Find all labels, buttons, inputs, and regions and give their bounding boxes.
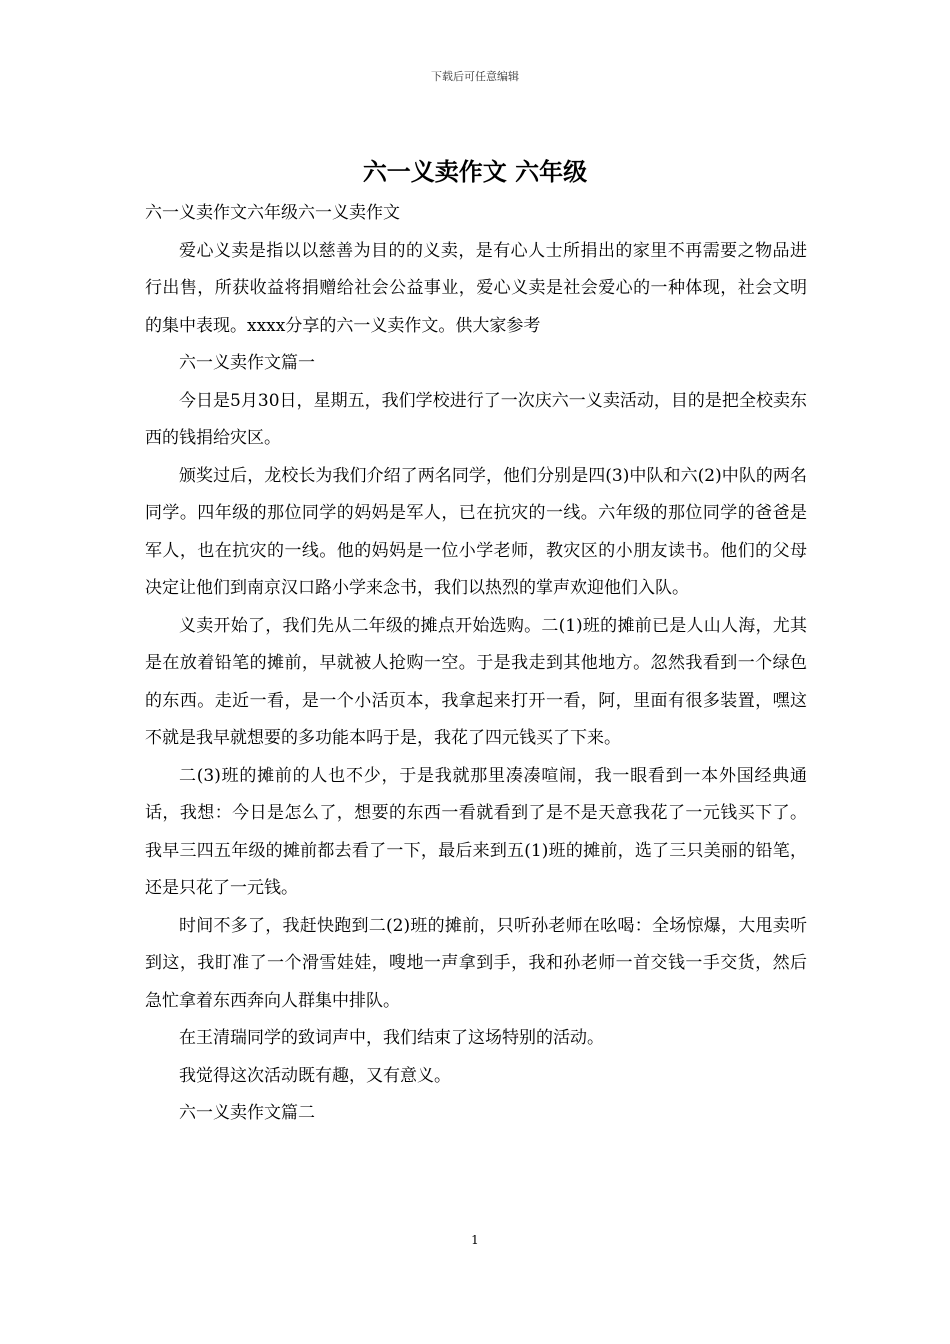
section-heading-two: 六一义卖作文篇二 bbox=[179, 1103, 315, 1123]
paragraph: 我觉得这次活动既有趣，又有意义。 bbox=[179, 1065, 451, 1086]
document-body bbox=[145, 195, 807, 1133]
paragraph: 二(3)班的摊前的人也不少，于是我就那里凑凑喧闹，我一眼看到一本外国经典通话，我想：今日是怎么了，想要的东西一看就看到了是不是天意我花了一元钱买下了。我早三四五年级的摊前都去看了一下，最后来到五(1)班的摊前，选了三只美丽的铅笔，还是只花了一元钱。 bbox=[145, 765, 807, 898]
paragraph-intro: 爱心义卖是指以以慈善为目的的义卖，是有心人士所捐出的家里不再需要之物品进行出售，所获收益将捐赠给社会公益事业，爱心义卖是社会爱心的一种体现，社会文明的集中表现。xxxx分享的六一义卖作文。供大家参考 bbox=[145, 240, 807, 336]
paragraph: 今日是5月30日，星期五，我们学校进行了一次庆六一义卖活动，目的是把全校卖东西的钱捐给灾区。 bbox=[145, 390, 807, 448]
page-number: 1 bbox=[471, 1233, 479, 1247]
paragraph: 在王清瑞同学的致词声中，我们结束了这场特别的活动。 bbox=[179, 1028, 604, 1048]
paragraph-subtitle: 六一义卖作文六年级六一义卖作文 bbox=[145, 203, 400, 223]
section-heading-one: 六一义卖作文篇一 bbox=[179, 353, 315, 373]
paragraph: 颁奖过后，龙校长为我们介绍了两名同学，他们分别是四(3)中队和六(2)中队的两名同学。四年级的那位同学的妈妈是军人，已在抗灾的一线。六年级的那位同学的爸爸是军人，也在抗灾的一线。他的妈妈是一位小学老师，教灾区的小朋友读书。他们的父母决定让他们到南京汉口路小学来念书，我们以热烈的掌声欢迎他们入队。 bbox=[145, 465, 807, 598]
page-header-note: 下载后可任意编辑 bbox=[431, 70, 519, 83]
paragraph: 义卖开始了，我们先从二年级的摊点开始选购。二(1)班的摊前已是人山人海，尤其是在放着铅笔的摊前，早就被人抢购一空。于是我走到其他地方。忽然我看到一个绿色的东西。走近一看，是一个小活页本，我拿起来打开一看，阿，里面有很多装置，嘿这不就是我早就想要的多功能本吗于是，我花了四元钱买了下来。 bbox=[145, 615, 807, 748]
document-title: 六一义卖作文 六年级 bbox=[362, 157, 588, 186]
paragraph: 时间不多了，我赶快跑到二(2)班的摊前，只听孙老师在吆喝：全场惊爆，大甩卖听到这，我盯准了一个滑雪娃娃，嗖地一声拿到手，我和孙老师一首交钱一手交货，然后急忙拿着东西奔向人群集中排队。 bbox=[145, 915, 807, 1011]
